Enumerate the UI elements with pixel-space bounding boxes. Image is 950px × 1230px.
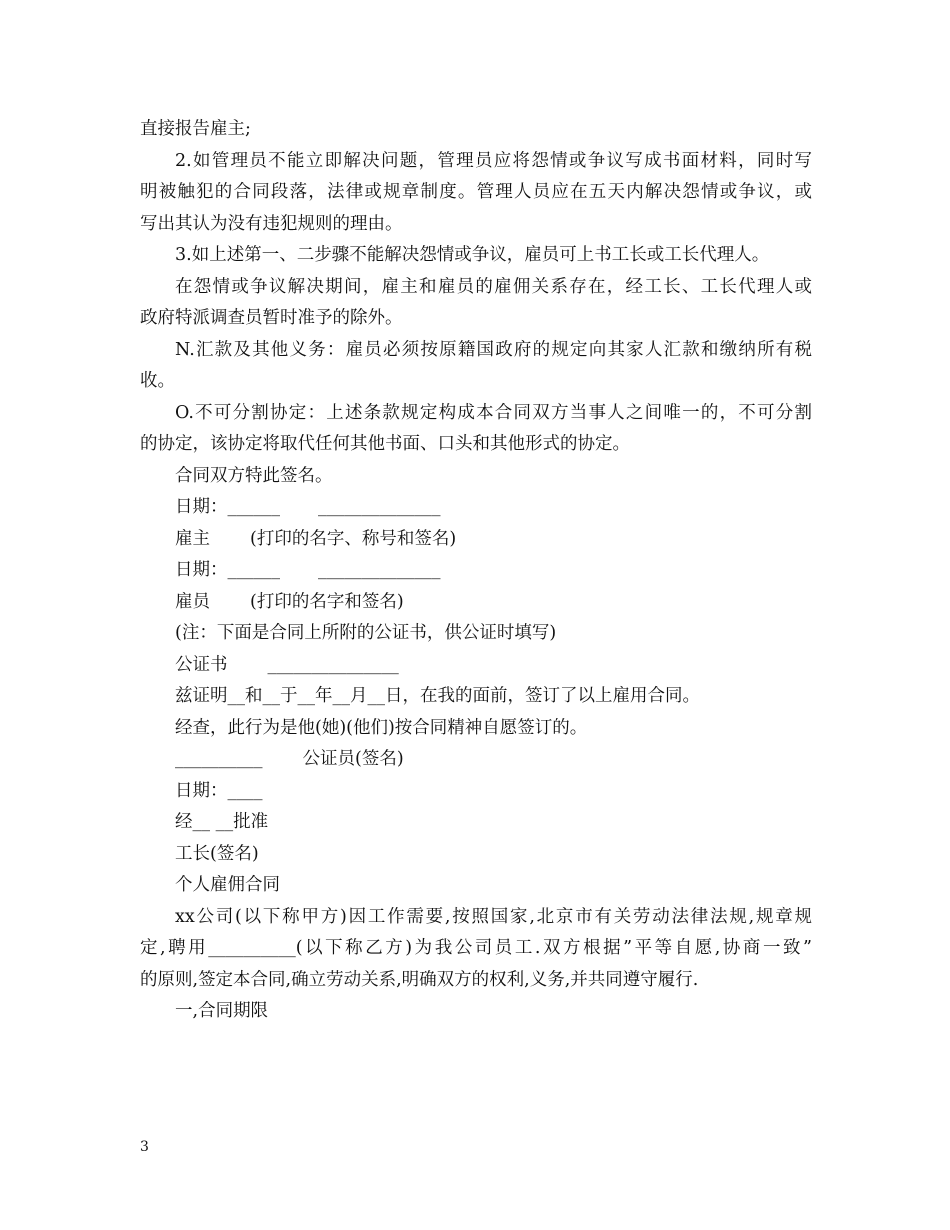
date-line-3: 日期：____ [175, 780, 263, 801]
notary-note: (注：下面是合同上所附的公证书，供公证时填写) [175, 623, 557, 643]
paragraph-line: 收。 [140, 371, 175, 391]
paragraph-line: 的协定，该协定将取代任何其他书面、口头和其他形式的协定。 [140, 434, 630, 454]
body-text [140, 114, 812, 1028]
page-number: 3 [140, 1139, 149, 1155]
paragraph-line: 的原则,签定本合同,确立劳动关系,明确双方的权利,义务,并共同遵守履行. [140, 969, 699, 990]
date-label: 日期：______ [175, 560, 280, 580]
paragraph-line: 定,聘用__________(以下称乙方)为我公司员工.双方根据”平等自愿,协商一致” [140, 938, 812, 958]
paragraph-line: 在怨情或争议解决期间，雇主和雇员的雇佣关系存在，经工长、工长代理人或 [175, 276, 812, 297]
notary-certificate-line [140, 650, 812, 682]
paragraph-line: 3.如上述第一、二步骤不能解决怨情或争议，雇员可上书工长或工长代理人。 [175, 245, 770, 265]
date-line-2 [140, 555, 812, 587]
employee-label: 雇员 [175, 591, 210, 612]
paragraph-line: 2.如管理员不能立即解决问题，管理员应将怨情或争议写成书面材料，同时写 [175, 150, 812, 171]
paragraph-line: 直接报告雇主; [140, 119, 251, 139]
paragraph-line: N.汇款及其他义务：雇员必须按原籍国政府的规定向其家人汇款和缴纳所有税 [175, 339, 812, 360]
certify-text: 兹证明__和__于__年__月__日，在我的面前，签订了以上雇用合同。 [175, 686, 700, 706]
foreman-signature-line: 工长(签名) [175, 843, 259, 864]
employer-label: 雇主 [175, 528, 210, 549]
notary-blank: __________ [175, 749, 263, 769]
contract-title: 个人雇佣合同 [175, 875, 280, 895]
section-heading: 一,合同期限 [175, 1001, 269, 1021]
date-label: 日期：______ [175, 497, 280, 517]
date-blank: ______________ [318, 560, 441, 580]
paragraph-line: O.不可分割协定：上述条款规定构成本合同双方当事人之间唯一的，不可分割 [175, 402, 812, 423]
paragraph-line: 明被触犯的合同段落，法律或规章制度。管理人员应在五天内解决怨情或争议，或 [140, 182, 812, 202]
employer-note: (打印的名字、称号和签名) [250, 528, 457, 549]
date-blank: ______________ [318, 497, 441, 517]
paragraph-line: 合同双方特此签名。 [175, 465, 333, 486]
notary-signature-line [140, 744, 812, 776]
employee-signature-line [140, 587, 812, 619]
notary-cert-label: 公证书 [175, 654, 228, 675]
verify-text: 经查，此行为是他(她)(他们)按合同精神自愿签订的。 [175, 717, 588, 738]
notary-label: 公证员(签名) [302, 749, 404, 769]
approval-line: 经__ __批准 [175, 812, 269, 832]
paragraph-line: xx公司(以下称甲方)因工作需要,按照国家,北京市有关劳动法律法规,规章规 [175, 906, 812, 927]
paragraph-line: 写出其认为没有违犯规则的理由。 [140, 213, 403, 234]
date-line-1 [140, 492, 812, 524]
paragraph-line: 政府特派调查员暂时准予的除外。 [140, 308, 403, 328]
employer-signature-line [140, 524, 812, 556]
notary-cert-blank: _______________ [267, 654, 399, 675]
employee-note: (打印的名字和签名) [250, 591, 404, 612]
